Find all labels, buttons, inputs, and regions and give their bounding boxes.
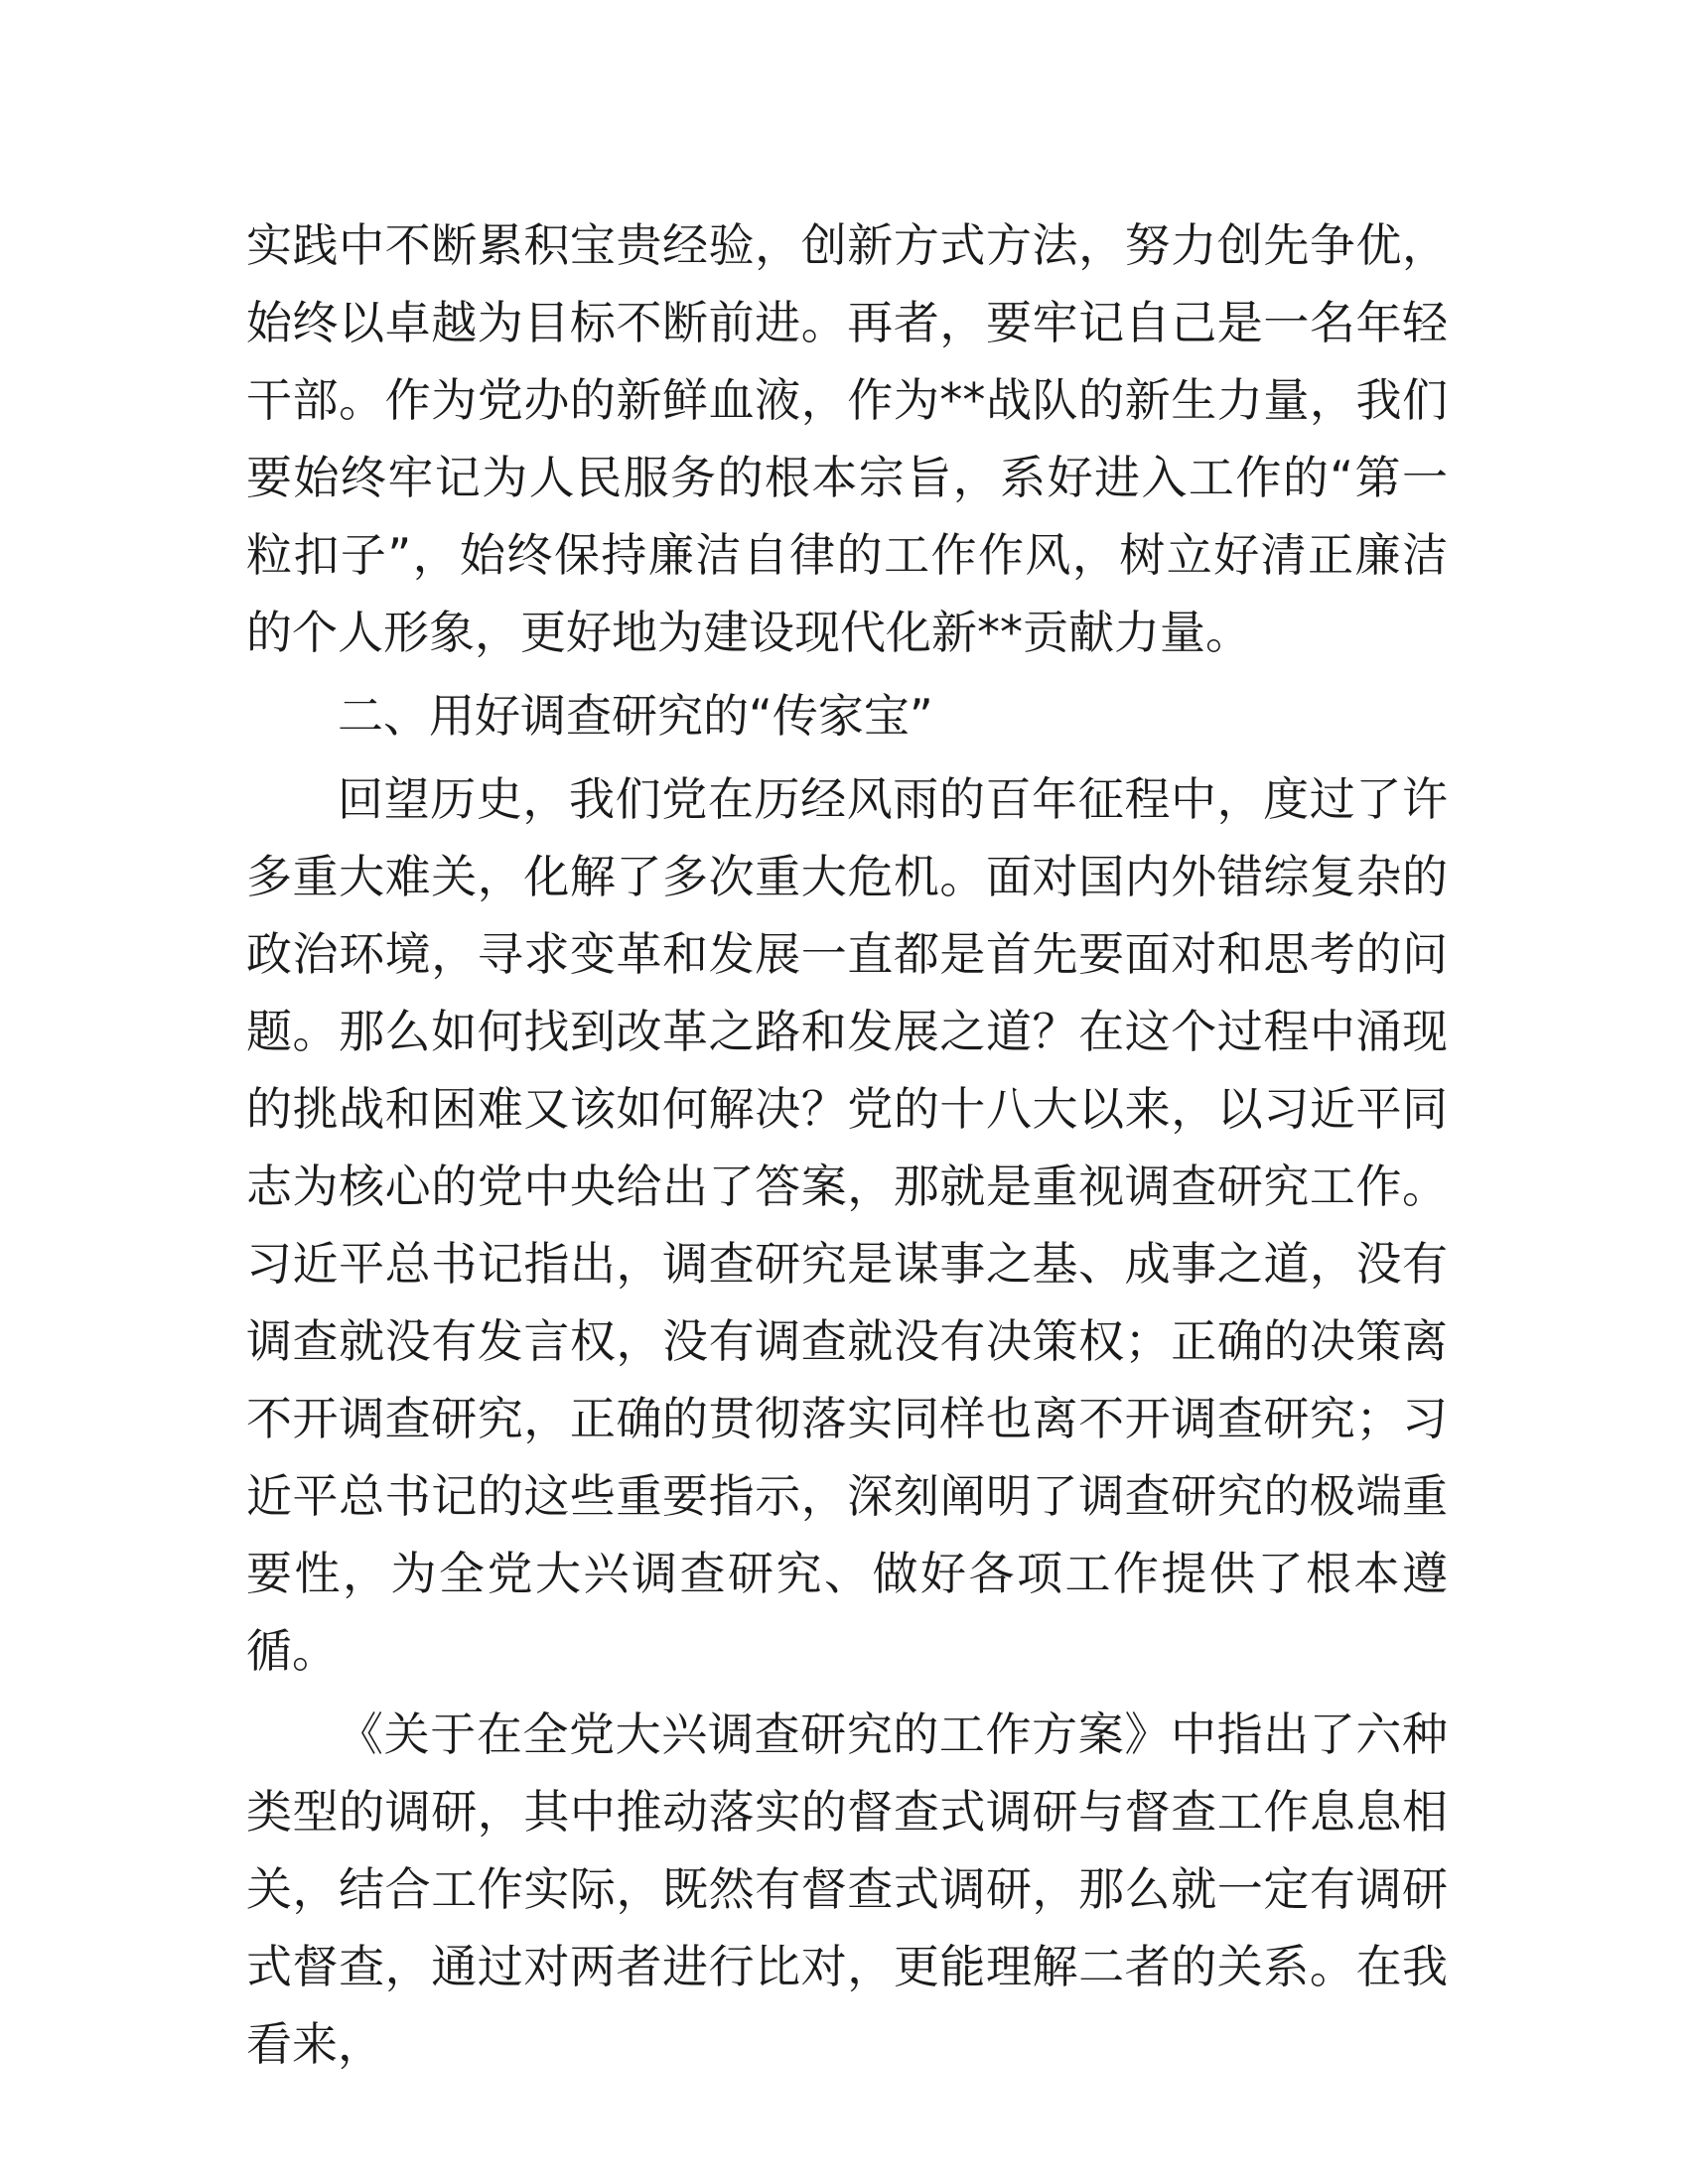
paragraph-history: 回望历史，我们党在历经风雨的百年征程中，度过了许多重大难关，化解了多次重大危机。面对国内外错综复杂的政治环境，寻求变革和发展一直都是首先要面对和思考的问题。那么如何找到改革之路和发展之道？在这个过程中涌现的挑战和困难又该如何解决？党的十八大以来，以习近平同志为核心的党中央给出了答案，那就是重视调查研究工作。习近平总书记指出，调查研究是谋事之基、成事之道，没有调查就没有发言权，没有调查就没有决策权；正确的决策离不开调查研究，正确的贯彻落实同样也离不开调查研究；习近平总书记的这些重要指示，深刻阐明了调查研究的极端重要性，为全党大兴调查研究、做好各项工作提供了根本遵循。: [246, 772, 1448, 1678]
paragraph-continuation: 实践中不断累积宝贵经验，创新方式方法，努力创先争优，始终以卓越为目标不断前进。再者，要牢记自己是一名年轻干部。作为党办的新鲜血液，作为**战队的新生力量，我们要始终牢记为人民服务的根本宗旨，系好进入工作的“第一粒扣子”，始终保持廉洁自律的工作作风，树立好清正廉洁的个人形象，更好地为建设现代化新**贡献力量。: [246, 218, 1448, 659]
paragraph-work-plan: 《关于在全党大兴调查研究的工作方案》中指出了六种类型的调研，其中推动落实的督查式调研与督查工作息息相关，结合工作实际，既然有督查式调研，那么就一定有调研式督查，通过对两者进行比对，更能理解二者的关系。在我看来，: [246, 1707, 1448, 2071]
section-heading: 二、用好调查研究的“传家宝”: [338, 689, 933, 743]
document-body: [246, 206, 1448, 2089]
